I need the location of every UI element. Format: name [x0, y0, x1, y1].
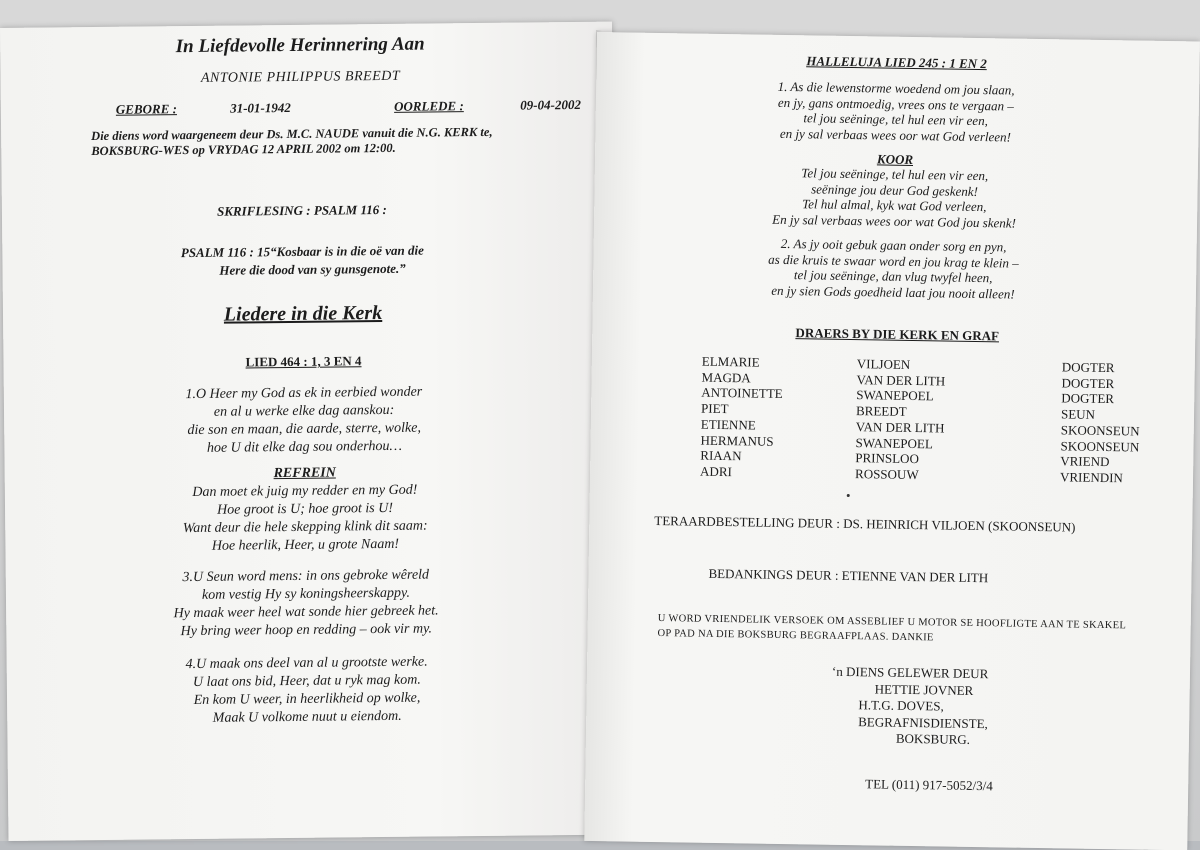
pallbearer-first: ELMARIE	[701, 353, 760, 370]
verse-line: die son en maan, die aarde, sterre, wolke,	[187, 420, 421, 439]
refrain-title: REFREIN	[273, 465, 336, 482]
headlights-notice	[657, 611, 1126, 648]
thanks-by: BEDANKINGS DEUR : ETIENNE VAN DER LITH	[708, 565, 989, 586]
notice-line: U WORD VRIENDELIK VERSOEK OM ASSEBLIEF U MOTOR SE HOOFLIGTE AAN TE SKAKEL	[657, 613, 1127, 632]
pallbearer-first: HERMANUS	[700, 432, 774, 449]
died-label: OORLEDE :	[393, 98, 464, 114]
verse-line: Maak U volkome nuut u eiendom.	[212, 708, 402, 726]
song-heading: LIED 464 : 1, 3 EN 4	[245, 353, 362, 370]
undertaker-line: ‘n DIENS GELEWER DEUR	[831, 663, 989, 682]
pallbearer-last: SWANEPOEL	[856, 387, 934, 404]
hymn-line: en jy sien Gods goedheid laat jou nooit alleen!	[771, 282, 1015, 302]
pallbearer-last: VAN DER LITH	[856, 371, 946, 389]
pallbearer-first: ANTOINETTE	[701, 385, 783, 402]
undertaker-line: H.T.G. DOVES,	[858, 697, 944, 714]
refrain	[5, 480, 606, 558]
pallbearer-relation: DOGTER	[1061, 375, 1115, 391]
psalm-line: PSALM 116 : 15“Kosbaar is in die oë van die	[180, 242, 424, 261]
pallbearer-first: ETIENNE	[700, 416, 756, 433]
notice-line: OP PAD NA DIE BOKSBURG BEGRAAFPLAAS. DANKIE	[657, 628, 934, 644]
pallbearer-last: BREEDT	[855, 403, 907, 420]
refrain-line: Hoe heerlik, Heer, u grote Naam!	[211, 536, 400, 554]
pallbearer-relation: VRIEND	[1060, 453, 1110, 470]
hymn-line: 1. As die lewenstorme woedend om jou slaan,	[777, 78, 1015, 98]
service-line: BOKSBURG-WES op VRYDAG 12 APRIL 2002 om 12:00.	[91, 140, 396, 159]
pallbearer-first: RIAAN	[700, 447, 742, 464]
chorus-line: En jy sal verbaas wees oor wat God jou skenk!	[772, 211, 1017, 231]
chorus	[594, 162, 1195, 233]
left-page	[0, 22, 620, 841]
deceased-name: ANTONIE PHILIPPUS BREEDT	[200, 68, 401, 86]
right-page	[584, 32, 1200, 850]
scripture-reading: SKRIFLESING : PSALM 116 :	[216, 201, 387, 219]
speck	[847, 494, 850, 497]
pallbearer-first: MAGDA	[701, 369, 751, 386]
chorus-line: Tel hul almal, kyk wat God verleen,	[802, 196, 987, 215]
verse-line: Hy maak weer heel wat sonde hier gebreek het.	[173, 603, 439, 622]
verse-line: U laat ons bid, Heer, dat u ryk mag kom.	[192, 672, 421, 691]
pallbearer-last: VILJOEN	[856, 356, 911, 372]
hymn-heading: HALLELUJA LIED 245 : 1 EN 2	[806, 53, 987, 72]
burial-by: TERAARDBESTELLING DEUR : DS. HEINRICH VILJOEN (SKOONSEUN)	[654, 512, 1076, 535]
refrain-line: Dan moet ek juig my redder en my God!	[192, 482, 418, 501]
phone-number: TEL (011) 917-5052/3/4	[865, 776, 993, 794]
pallbearers-table	[700, 354, 1172, 487]
service-line: Die diens word waargeneem deur Ds. M.C. NAUDE vanuit die N.G. KERK te,	[91, 124, 493, 144]
born-label: GEBORE :	[115, 101, 177, 117]
pallbearer-relation: VRIENDIN	[1059, 469, 1124, 486]
service-info	[91, 125, 493, 159]
died-date: 09-04-2002	[520, 96, 582, 113]
pallbearer-relation: DOGTER	[1061, 390, 1115, 407]
undertaker-line: BOKSBURG.	[895, 730, 971, 747]
verse-line: hoe U dit elke dag sou onderhou…	[206, 438, 402, 456]
verse-line: Hy bring weer hoop en redding – ook vir my.	[180, 621, 433, 640]
pallbearers-heading: DRAERS BY DIE KERK EN GRAF	[795, 325, 1000, 344]
pallbearer-last: ROSSOUW	[854, 466, 919, 483]
pallbearer-relation: SKOONSEUN	[1060, 437, 1140, 455]
undertaker-line: HETTIE JOVNER	[874, 680, 974, 698]
pallbearer-first: PIET	[700, 400, 729, 417]
verse-line: 1.O Heer my God as ek in eerbied wonder	[185, 384, 423, 403]
hymn-line: tel jou seëninge, dan vlug twyfel heen,	[793, 267, 993, 286]
hymn-line: en jy, gans ontmoedig, vrees ons te vergaan –	[777, 94, 1014, 114]
refrain-line: Hoe groot is U; hoe groot is U!	[217, 500, 394, 518]
chorus-line: Tel jou seëninge, tel hul een vir een,	[801, 165, 989, 184]
refrain-line: Want deur die hele skepping klink dit saam:	[182, 518, 428, 537]
psalm-quote	[2, 240, 602, 282]
hymn-verse-2	[593, 233, 1194, 304]
pallbearer-relation: SEUN	[1060, 406, 1096, 422]
verse-line: en al u werke elke dag aanskou:	[213, 402, 395, 420]
songs-heading: Liedere in die Kerk	[223, 302, 383, 326]
verse-line: En kom U weer, in heerlikheid op wolke,	[193, 690, 421, 709]
hymn-line: en jy sal verbaas wees oor wat God verleen!	[779, 125, 1012, 145]
hymn-line: as die kruis te swaar word en jou krag te klein –	[768, 251, 1019, 271]
verse-3	[6, 565, 607, 643]
born-date: 31-01-1942	[230, 99, 291, 116]
born	[116, 99, 341, 116]
pallbearer-relation: SKOONSEUN	[1060, 422, 1140, 439]
verse-4	[7, 652, 608, 730]
psalm-line: Here die dood van sy gunsgenote.”	[219, 260, 406, 278]
verse-1	[4, 382, 605, 460]
chorus-title: KOOR	[876, 151, 914, 167]
undertaker-info	[586, 660, 1197, 752]
pallbearer-last: PRINSLOO	[855, 450, 920, 467]
pallbearer-first: ADRI	[699, 463, 733, 480]
hymn-verse-1	[595, 76, 1196, 147]
pallbearer-last: SWANEPOEL	[855, 434, 933, 451]
hymn-line: 2. As jy ooit gebuk gaan onder sorg en pyn,	[780, 235, 1007, 255]
undertaker-line: BEGRAFNISDIENSTE,	[858, 713, 988, 731]
hymn-line: tel jou seëninge, tel hul een vir een,	[803, 110, 989, 129]
pallbearer-last: VAN DER LITH	[855, 418, 945, 436]
verse-line: kom vestig Hy sy koningsheerskappy.	[201, 585, 411, 603]
memorial-title: In Liefdevolle Herinnering Aan	[175, 33, 425, 58]
chorus-line: seëninge jou deur God geskenk!	[811, 180, 979, 199]
pallbearer-relation: DOGTER	[1061, 359, 1115, 376]
verse-line: 4.U maak ons deel van al u grootste werke.	[185, 654, 428, 673]
verse-line: 3.U Seun word mens: in ons gebroke wêreld	[182, 567, 430, 586]
